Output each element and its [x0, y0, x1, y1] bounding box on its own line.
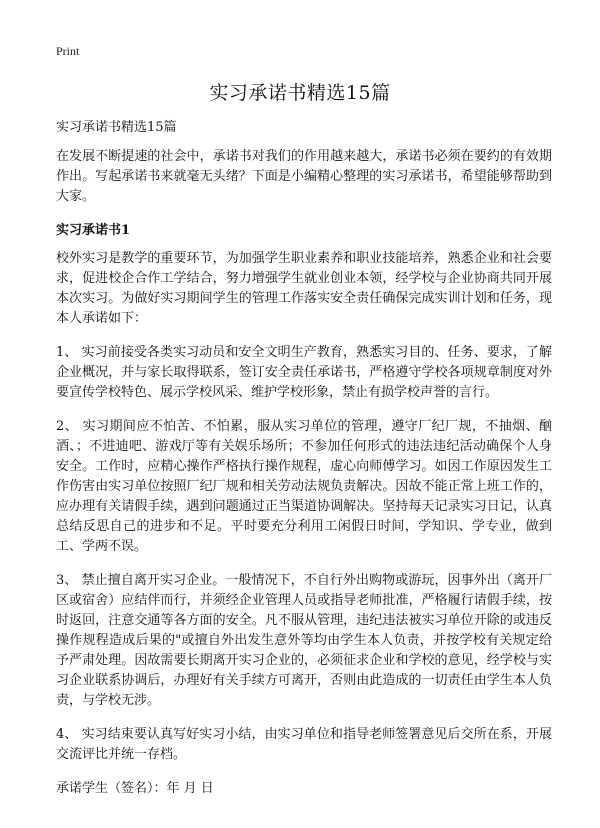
section-intro-paragraph: 校外实习是教学的重要环节，为加强学生职业素养和职业技能培养，熟悉企业和社会要求，促进校企合作工学结合，努力增强学生就业创业本领，经学校与企业协商共同开展本次实习。为做好实习期间学生的管理工作落实安全责任确保完成实训计划和任务，现本人承诺如下：: [56, 251, 552, 326]
page-title: 实习承诺书精选15篇: [209, 82, 391, 104]
print-link[interactable]: Print: [56, 44, 80, 58]
section-heading: 实习承诺书1: [56, 223, 131, 238]
document-subtitle: 实习承诺书精选15篇: [56, 120, 177, 135]
commitment-item-3: 3、 禁止擅自离开实习企业。一般情况下，不自行外出购物或游玩，因事外出（离开厂区或宿舍）应结伴而行，并须经企业管理人员或指导老师批准，严格履行请假手续，按时返回，注意交通等各方面的安全。凡不服从管理，违纪违法被实习单位开除的或违反操作规程造成后果的"或擅自外出发生意外等均由学生本人负责，并按学校有关规定给予严肃处理。因故需要长期离开实习企业的，必须征求企业和学校的意见，经学校与实习企业联系协调后，办理好有关手续方可离开，否则由此造成的一切责任由学生本人负责，与学校无涉。: [56, 573, 552, 708]
intro-paragraph: 在发展不断提速的社会中，承诺书对我们的作用越来越大，承诺书必须在要约的有效期作出。写起承诺书来就毫无头绪？下面是小编精心整理的实习承诺书，希望能够帮助到大家。: [56, 149, 552, 204]
document-body: [56, 118, 552, 799]
signature-line: 承诺学生（签名）：年 月 日: [56, 781, 214, 796]
commitment-item-2: 2、 实习期间应不怕苦、不怕累，服从实习单位的管理，遵守厂纪厂规，不抽烟、酗酒、；不进迪吧、游戏厅等有关娱乐场所；不参加任何形式的违法违纪活动确保个人身安全。工作时，应精心操作严格执行操作规程，虚心向师傅学习。如因工作原因发生工作伤害由实习单位按照厂纪厂规和相关劳动法规负责解决。因故不能正常上班工作的，应办理有关请假手续，遇到问题通过正当渠道协调解决。坚持每天记录实习日记，认真总结反思自己的进步和不足。平时要充分利用工闲假日时间，学知识、学专业，做到工、学两不误。: [56, 419, 552, 554]
commitment-item-4: 4、 实习结束要认真写好实习小结，由实习单位和指导老师签署意见后交所在系，开展交流评比并统一存档。: [56, 727, 552, 762]
commitment-item-1: 1、 实习前接受各类实习动员和安全文明生产教育，熟悉实习目的、任务、要求，了解企业概况，并与家长取得联系，签订安全责任承诺书，严格遵守学校各项规章制度对外要宣传学校特色、展示学校风采、维护学校形象，禁止有损学校声誉的言行。: [56, 345, 552, 400]
